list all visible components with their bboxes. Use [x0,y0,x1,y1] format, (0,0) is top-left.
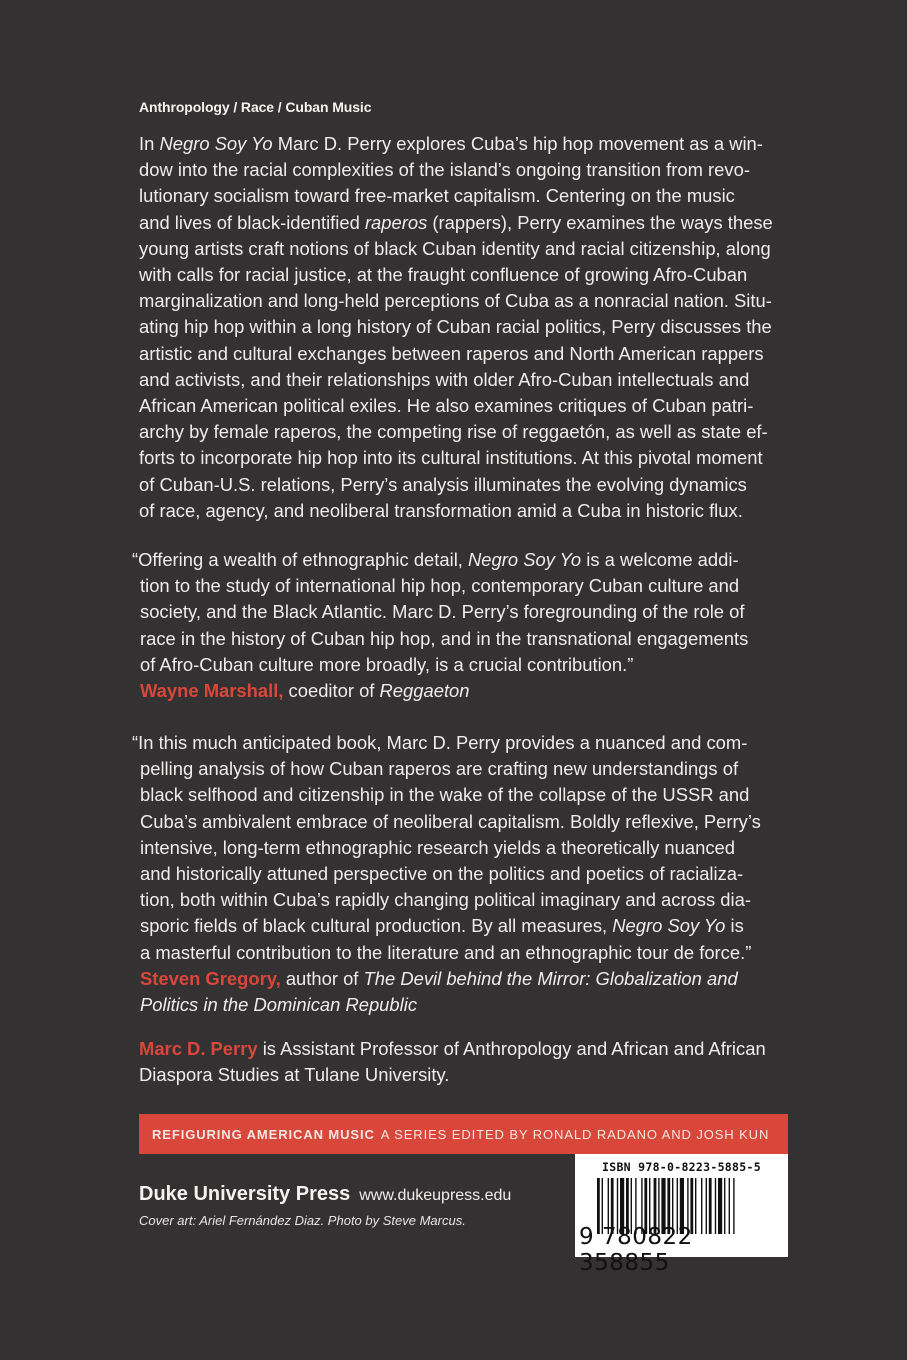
text-line: and historically attuned perspective on the politics and poetics of racializa- [140,863,744,885]
text-line: pelling analysis of how Cuban raperos are crafting new understandings of [140,758,739,780]
series-banner [139,1114,788,1154]
isbn-label: ISBN 978-0-8223-5885-5 [602,1160,761,1174]
text-line: intensive, long-term ethnographic research yields a theoretically nuanced [140,836,735,858]
text-line: ating hip hop within a long history of Cuban racial politics, Perry discusses the [139,316,772,338]
series-editors: A SERIES EDITED BY RONALD RADANO AND JOSH KUN [380,1126,770,1142]
text-line: sporic fields of black cultural production. By all measures, Negro Soy Yo is [140,915,744,937]
text-line: a masterful contribution to the literature and an ethnographic tour de force.” [140,941,752,963]
endorsement-quote-gregory [132,730,782,1018]
ean-number: 9 780822 358855 [579,1224,693,1276]
attribution-name: Wayne Marshall, [140,680,284,702]
text-line: tion, both within Cuba’s rapidly changing political imaginary and across dia- [140,889,751,911]
text-line: African American political exiles. He also examines critiques of Cuban patri- [139,395,754,417]
text-line: tion to the study of international hip hop, contemporary Cuban culture and [140,575,740,597]
text-line: and lives of black-identified raperos (rappers), Perry examines the ways these [139,211,773,233]
text-line: young artists craft notions of black Cuban identity and racial citizenship, along [139,237,771,259]
attribution-name: Steven Gregory, [140,967,281,989]
text-line: Marc D. Perry is Assistant Professor of Anthropology and African and African [139,1038,766,1059]
endorsement-quote-marshall [132,547,782,704]
text-line: and activists, and their relationships with older Afro-Cuban intellectuals and [139,368,750,390]
text-line: of race, agency, and neoliberal transformation amid a Cuba in historic flux. [139,499,743,521]
text-line: of Afro-Cuban culture more broadly, is a crucial contribution.” [140,653,634,675]
text-line: artistic and cultural exchanges between raperos and North American rappers [139,342,764,364]
text-line: Cuba’s ambivalent embrace of neoliberal capitalism. Boldly reflexive, Perry’s [140,810,761,832]
subject-category: Anthropology / Race / Cuban Music [139,99,372,115]
text-line: Wayne Marshall, coeditor of Reggaeton [140,680,470,702]
text-line: of Cuban-U.S. relations, Perry’s analysis illuminates the evolving dynamics [139,473,747,495]
author-bio [139,1036,789,1088]
publisher-info [139,1183,511,1206]
isbn-barcode [575,1154,788,1276]
text-line: forts to incorporate hip hop into its cultural institutions. At this pivotal moment [139,447,763,469]
book-description [139,131,789,524]
cover-credit: Cover art: Ariel Fernández Diaz. Photo by Steve Marcus. [139,1213,466,1228]
text-line: lutionary socialism toward free-market capitalism. Centering on the music [139,185,735,207]
text-line: Steven Gregory, author of The Devil behind the Mirror: Globalization and [140,967,738,989]
text-line: black selfhood and citizenship in the wake of the collapse of the USSR and [140,784,750,806]
text-line: marginalization and long-held perceptions of Cuba as a nonracial nation. Situ- [139,290,772,312]
text-line: “Offering a wealth of ethnographic detail, Negro Soy Yo is a welcome addi- [132,549,739,570]
series-name: REFIGURING AMERICAN MUSIC [152,1126,375,1142]
text-line: race in the history of Cuban hip hop, and in the transnational engagements [140,627,749,649]
text-line: with calls for racial justice, at the fraught confluence of growing Afro-Cuban [139,264,748,286]
attribution-name: Marc D. Perry [139,1038,258,1059]
text-line: dow into the racial complexities of the island’s ongoing transition from revo- [139,159,750,181]
publisher-url: www.dukeupress.edu [359,1187,512,1204]
text-line: In Negro Soy Yo Marc D. Perry explores Cuba’s hip hop movement as a win- [139,133,763,154]
text-line: Politics in the Dominican Republic [140,994,418,1016]
text-line: archy by female raperos, the competing rise of reggaetón, as well as state ef- [139,421,768,443]
text-line: Diaspora Studies at Tulane University. [139,1064,450,1086]
publisher-name: Duke University Press [139,1183,351,1205]
text-line: “In this much anticipated book, Marc D. Perry provides a nuanced and com- [132,732,748,753]
text-line: society, and the Black Atlantic. Marc D. Perry’s foregrounding of the role of [140,601,745,623]
